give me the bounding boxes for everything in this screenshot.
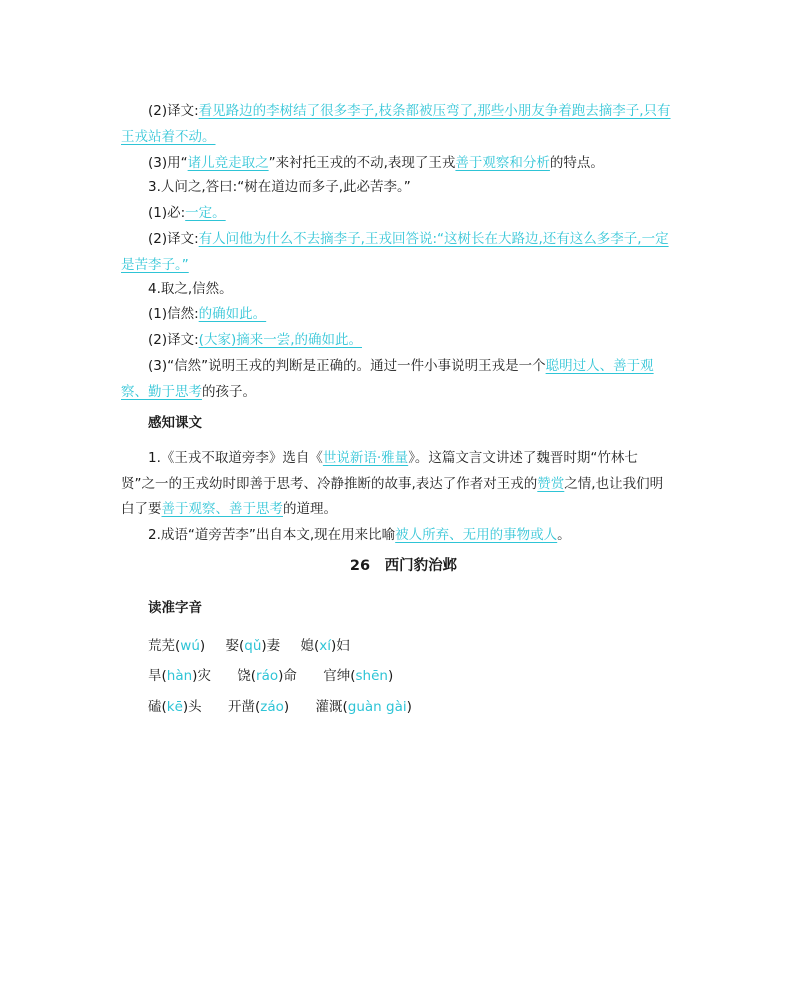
answer: 的确如此。 bbox=[198, 306, 267, 322]
perceive-line-1-cont bbox=[121, 474, 691, 494]
text: (3)“信然”说明王戎的判断是正确的。通过一件小事说明王戎是一个 bbox=[148, 358, 546, 374]
word: 旱( bbox=[148, 668, 167, 684]
pinyin: xí bbox=[319, 638, 331, 654]
word: ) bbox=[283, 699, 290, 715]
word: )妇 bbox=[331, 638, 350, 654]
text: ”来衬托王戎的不动,表现了王戎 bbox=[268, 155, 456, 171]
section-title-perceive: 感知课文 bbox=[148, 415, 202, 431]
answer: 善于观察和分析 bbox=[455, 155, 550, 171]
translation-line-2 bbox=[148, 229, 718, 249]
perceive-line-1 bbox=[148, 448, 718, 468]
label: (1)信然: bbox=[148, 306, 199, 322]
pinyin: wú bbox=[180, 638, 200, 654]
text: 之情,也让我们明 bbox=[564, 476, 664, 492]
pinyin: záo bbox=[260, 699, 284, 715]
pinyin-row-3 bbox=[148, 697, 718, 717]
text: 。 bbox=[557, 527, 571, 543]
answer: 有人问他为什么不去摘李子,王戎回答说:“这树长在大路边,还有这么多李子,一定 bbox=[198, 231, 669, 247]
text: (3)用“ bbox=[148, 155, 188, 171]
word-item bbox=[315, 699, 411, 715]
word: 灌溉( bbox=[315, 699, 348, 715]
answer: 诸儿竞走取之 bbox=[187, 155, 269, 171]
bi-line bbox=[148, 203, 718, 223]
answer: (大家)摘来一尝,的确如此。 bbox=[198, 332, 362, 348]
word-item bbox=[300, 638, 349, 654]
q3-line bbox=[148, 153, 718, 173]
text: 2.成语“道旁苦李”出自本文,现在用来比喻 bbox=[148, 527, 396, 543]
answer: 王戎站着不动。 bbox=[121, 129, 216, 145]
text: 的孩子。 bbox=[202, 384, 256, 400]
translation-line-3 bbox=[148, 330, 718, 350]
word: 磕( bbox=[148, 699, 167, 715]
chapter-title: 26 西门豹治邺 bbox=[349, 558, 458, 574]
answer: 察、勤于思考 bbox=[121, 384, 202, 400]
pinyin: qǔ bbox=[244, 638, 262, 654]
pinyin: shēn bbox=[355, 668, 388, 684]
answer: 一定。 bbox=[185, 205, 226, 221]
section-title-pronunciation: 读准字音 bbox=[148, 600, 202, 616]
pinyin-row-1 bbox=[148, 636, 718, 656]
word: 官绅( bbox=[323, 668, 356, 684]
text: 3.人问之,答曰:“树在道边而多子,此必苦李。” bbox=[148, 179, 411, 195]
word: )头 bbox=[182, 699, 202, 715]
word: ) bbox=[199, 638, 206, 654]
word-item bbox=[148, 699, 202, 715]
pinyin: hàn bbox=[166, 668, 193, 684]
text: 的道理。 bbox=[283, 501, 337, 517]
answer: 善于观察、善于思考 bbox=[161, 501, 283, 517]
word: )妻 bbox=[261, 638, 281, 654]
pinyin-row-2 bbox=[148, 666, 718, 686]
pinyin: guàn gài bbox=[347, 699, 407, 715]
text: 白了要 bbox=[121, 501, 162, 517]
word-item bbox=[323, 668, 393, 684]
text: 》。这篇文言文讲述了魏晋时期“竹林七 bbox=[408, 450, 638, 466]
q3-xinran-line bbox=[148, 356, 718, 376]
word: 开凿( bbox=[227, 699, 261, 715]
quote-line-4 bbox=[148, 279, 718, 299]
answer: 看见路边的李树结了很多李子,枝条都被压弯了,那些小朋友争着跑去摘李子,只有 bbox=[198, 103, 671, 119]
answer: 是苦李子。” bbox=[121, 257, 189, 273]
text: 1.《王戎不取道旁李》选自《 bbox=[148, 450, 323, 466]
pinyin: kē bbox=[166, 699, 183, 715]
answer: 赞赏 bbox=[537, 476, 565, 492]
label: (2)译文: bbox=[148, 231, 199, 247]
perceive-line-1-cont2 bbox=[121, 499, 691, 519]
perceive-line-2 bbox=[148, 525, 718, 545]
translation-line-1-cont bbox=[121, 127, 691, 147]
label: (2)译文: bbox=[148, 103, 199, 119]
answer: 被人所弃、无用的事物或人 bbox=[395, 527, 558, 543]
pinyin: ráo bbox=[256, 668, 279, 684]
text: 的特点。 bbox=[549, 155, 604, 171]
answer: 聪明过人、善于观 bbox=[545, 358, 654, 374]
quote-line-3 bbox=[148, 177, 718, 197]
label: (2)译文: bbox=[148, 332, 199, 348]
word: )命 bbox=[278, 668, 297, 684]
word: 媳( bbox=[300, 638, 320, 654]
word-item bbox=[148, 668, 211, 684]
xinran-line bbox=[148, 304, 718, 324]
word: 荒芜( bbox=[148, 638, 181, 654]
text: 4.取之,信然。 bbox=[148, 281, 233, 297]
text: 贤”之一的王戎幼时即善于思考、冷静推断的故事,表达了作者对王戎的 bbox=[121, 476, 538, 492]
word-item bbox=[225, 638, 280, 654]
word: ) bbox=[387, 668, 394, 684]
word: ) bbox=[406, 699, 412, 715]
word-item bbox=[237, 668, 297, 684]
answer: 世说新语·雅量 bbox=[322, 450, 409, 466]
word: )灾 bbox=[192, 668, 211, 684]
label: (1)必: bbox=[148, 205, 186, 221]
translation-line-2-cont bbox=[121, 255, 691, 275]
word-item bbox=[148, 638, 205, 654]
translation-line-1 bbox=[148, 101, 718, 121]
word: 饶( bbox=[237, 668, 257, 684]
word: 娶( bbox=[225, 638, 245, 654]
word-item bbox=[228, 699, 289, 715]
q3-xinran-line-cont bbox=[121, 382, 691, 402]
